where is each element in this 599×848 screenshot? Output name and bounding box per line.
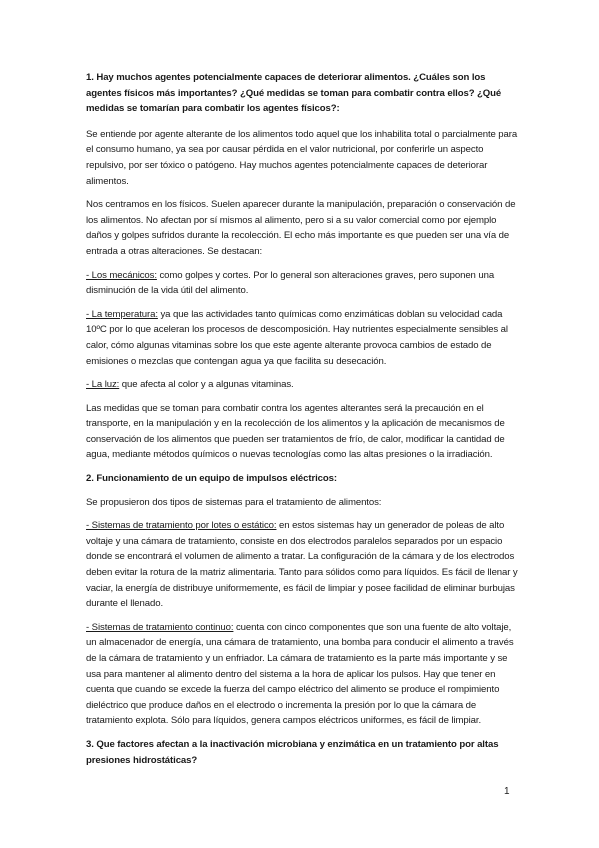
q2-item-continuo	[86, 620, 522, 729]
q1-paragraph-measures: Las medidas que se toman para combatir contra los agentes alterantes será la precaución en el transporte, en la manipulación y en la recolección de los alimentos y la aplicación de mecanismos de conservación de los alimentos que pueden ser tratamientos de frío, de calor, modificar la cantidad de agua, mediante métodos químicos o nuevas tecnologías como las altas presiones o la irradiación.	[86, 402, 505, 461]
q2-item-lotes	[86, 518, 522, 612]
lotes-text: en estos sistemas hay un generador de poleas de alto voltaje y una cámara de tratamiento, consiste en dos electrodos paralelos separados por un espacio donde se encontrará el volumen de alimento a tratar. La configuración de la cámara y de los electrodos deben evitar la rotura de la matriz alimentaria. Tanto para sólidos como para líquidos. Es fácil de llenar y vaciar, la energía de distribuye uniformemente, es fácil de limpiar y posee facilidad de eliminar burbujas durante el llenado.	[86, 520, 518, 610]
page-number: 1	[504, 786, 510, 797]
q1-item-luz	[86, 377, 522, 393]
q2-intro: Se propusieron dos tipos de sistemas para el tratamiento de alimentos:	[86, 496, 382, 508]
q1-paragraph-definition: Se entiende por agente alterante de los alimentos todo aquel que los inhabilita total o parcialmente para el consumo humano, ya sea por causar pérdida en el valor nutricional, por conferirle un aspecto repulsivo, por ser tóxico o patógeno. Hay muchos agentes potencialmente capaces de deteriorar alimentos.	[86, 128, 518, 187]
luz-label: - La luz:	[86, 379, 120, 391]
continuo-text: cuenta con cinco componentes que son una fuente de alto voltaje, un almacenador de energía, una cámara de tratamiento, una bomba para conducir el alimento a través de la cámara de tratamiento y un enfriador. La cámara de tratamiento es la parte más importante y se usa para mantener al alimento dentro del sistema a la hora de aplicar los pulsos. Hay que tener en cuenta que cuando se excede la fuerza del campo eléctrico del alimento se produce el rompimiento dieléctrico que produce daños en el electrodo o incrementa la presión por lo que la cámara de tratamiento explota. Sólo para líquidos, genera campos eléctricos uniformes, es fácil de limpiar.	[86, 621, 514, 727]
luz-text: que afecta al color y a algunas vitaminas.	[119, 379, 294, 391]
question-2-heading: 2. Funcionamiento de un equipo de impulsos eléctricos:	[86, 473, 338, 485]
temperatura-label: - La temperatura:	[86, 308, 158, 320]
q1-paragraph-physical-agents: Nos centramos en los físicos. Suelen aparecer durante la manipulación, preparación o conservación de los alimentos. No afectan por sí mismos al alimento, pero si a su valor comercial como por ejemplo daños y golpes sufridos durante la recolección. El echo más importante es que pueden ser una vía de entrada a otras alteraciones. Se destacan:	[86, 199, 516, 257]
question-1-heading: 1. Hay muchos agentes potencialmente capaces de deteriorar alimentos. ¿Cuáles son los agentes físicos más importantes? ¿Qué medidas se toman para combatir contra ellos? ¿Qué medidas se tomarían para combatir los agentes físicos?:	[86, 72, 502, 115]
question-3-heading: 3. Que factores afectan a la inactivación microbiana y enzimática en un tratamiento por altas presiones hidrostáticas?	[86, 738, 499, 766]
document-body	[86, 70, 522, 776]
lotes-label: - Sistemas de tratamiento por lotes o estático:	[86, 520, 277, 532]
q1-item-mecanicos	[86, 268, 522, 299]
mecanicos-text: como golpes y cortes. Por lo general son alteraciones graves, pero suponen una disminución de la vida útil del alimento.	[86, 269, 495, 297]
continuo-label: - Sistemas de tratamiento continuo:	[86, 621, 234, 633]
mecanicos-label: - Los mecánicos:	[86, 269, 157, 281]
q1-item-temperatura	[86, 307, 522, 369]
temperatura-text: ya que las actividades tanto químicas como enzimáticas doblan su velocidad cada 10ºC por lo que aceleran los procesos de descomposición. Hay nutrientes especialmente sensibles al calor, cómo algunas vitaminas sobre los que este agente alterante provoca cambios de estado de emisiones o mezclas que contengan agua ya que facilita su desecación.	[86, 308, 508, 367]
